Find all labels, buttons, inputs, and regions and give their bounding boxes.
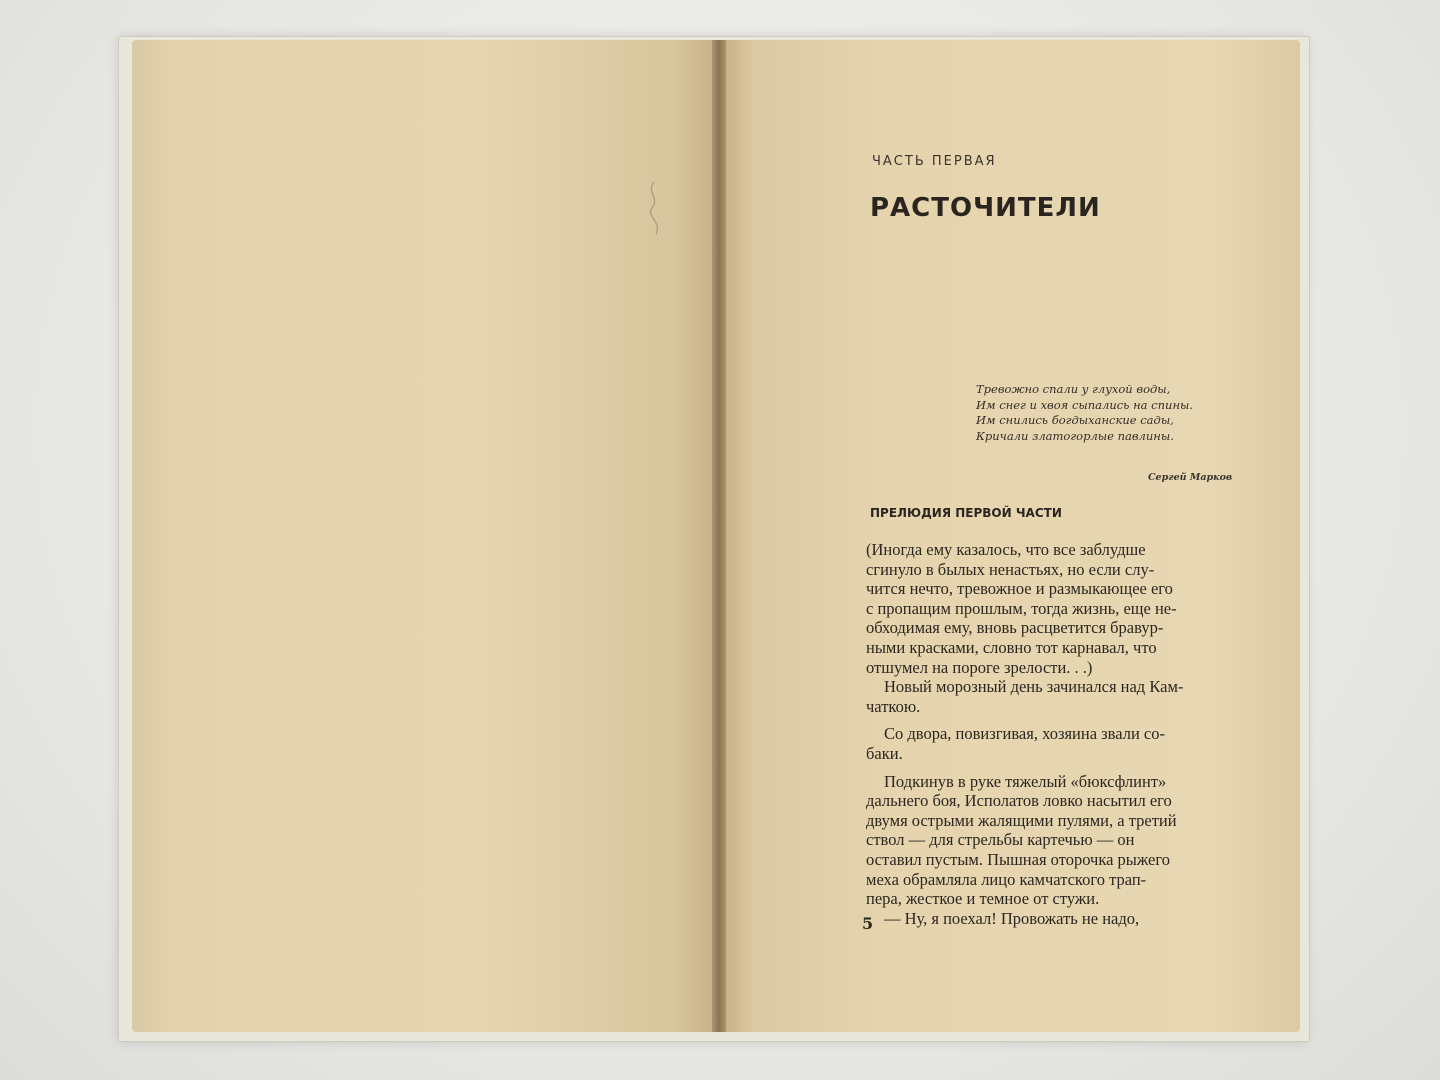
book-spine <box>712 40 726 1032</box>
text-line: оставил пустым. Пышная оторочка рыжего <box>866 849 1170 869</box>
epigraph-line: Им снились богдыханские сады, <box>976 413 1174 427</box>
body-text <box>866 540 1240 928</box>
paragraph <box>866 677 1240 716</box>
text-line: двумя острыми жалящими пулями, а третий <box>866 810 1177 830</box>
pencil-mark-icon <box>640 178 670 238</box>
text-line: обходимая ему, вновь расцветится бравур- <box>866 618 1164 638</box>
text-line: (Иногда ему казалось, что все заблудше <box>866 540 1146 559</box>
text-line: сгинуло в былых ненастьях, но если слу- <box>866 559 1155 579</box>
text-line: Новый морозный день зачинался над Кам- <box>884 677 1184 697</box>
epigraph-line: Им снег и хвоя сыпались на спины. <box>976 397 1194 412</box>
text-line: ными красками, словно тот карнавал, что <box>866 637 1157 657</box>
text-line: чится нечто, тревожное и размыкающее его <box>866 579 1173 599</box>
part-title: РАСТОЧИТЕЛИ <box>870 193 1101 223</box>
epigraph-line: Тревожно спали у глухой воды, <box>976 382 1171 396</box>
prelude-heading: ПРЕЛЮДИЯ ПЕРВОЙ ЧАСТИ <box>870 506 1062 520</box>
text-line: с пропащим прошлым, тогда жизнь, еще не- <box>866 598 1177 618</box>
text-line: баки. <box>866 743 903 763</box>
text-line: чаткою. <box>866 696 921 716</box>
text-line: пера, жесткое и темное от стужи. <box>866 889 1100 909</box>
text-line: отшумел на пороге зрелости. . .) <box>866 657 1093 677</box>
paragraph <box>866 772 1240 909</box>
paragraph <box>866 540 1240 677</box>
left-page <box>132 40 722 1032</box>
text-line: — Ну, я поехал! Провожать не надо, <box>884 908 1140 928</box>
epigraph-line: Кричали златогорлые павлины. <box>976 428 1174 443</box>
text-line: Со двора, повизгивая, хозяина звали со- <box>884 724 1165 744</box>
page-number: 5 <box>862 914 874 933</box>
part-label: ЧАСТЬ ПЕРВАЯ <box>872 154 997 169</box>
text-line: меха обрамляла лицо камчатского трап- <box>866 869 1147 889</box>
text-line: Подкинув в руке тяжелый «бюксфлинт» <box>884 771 1167 791</box>
paragraph <box>866 724 1240 763</box>
text-line: ствол — для стрельбы картечью — он <box>866 830 1135 850</box>
text-line: дальнего боя, Исполатов ловко насытил его <box>866 791 1172 811</box>
epigraph <box>976 382 1238 444</box>
paragraph <box>866 909 1240 929</box>
epigraph-author: Сергей Марков <box>1148 472 1233 483</box>
